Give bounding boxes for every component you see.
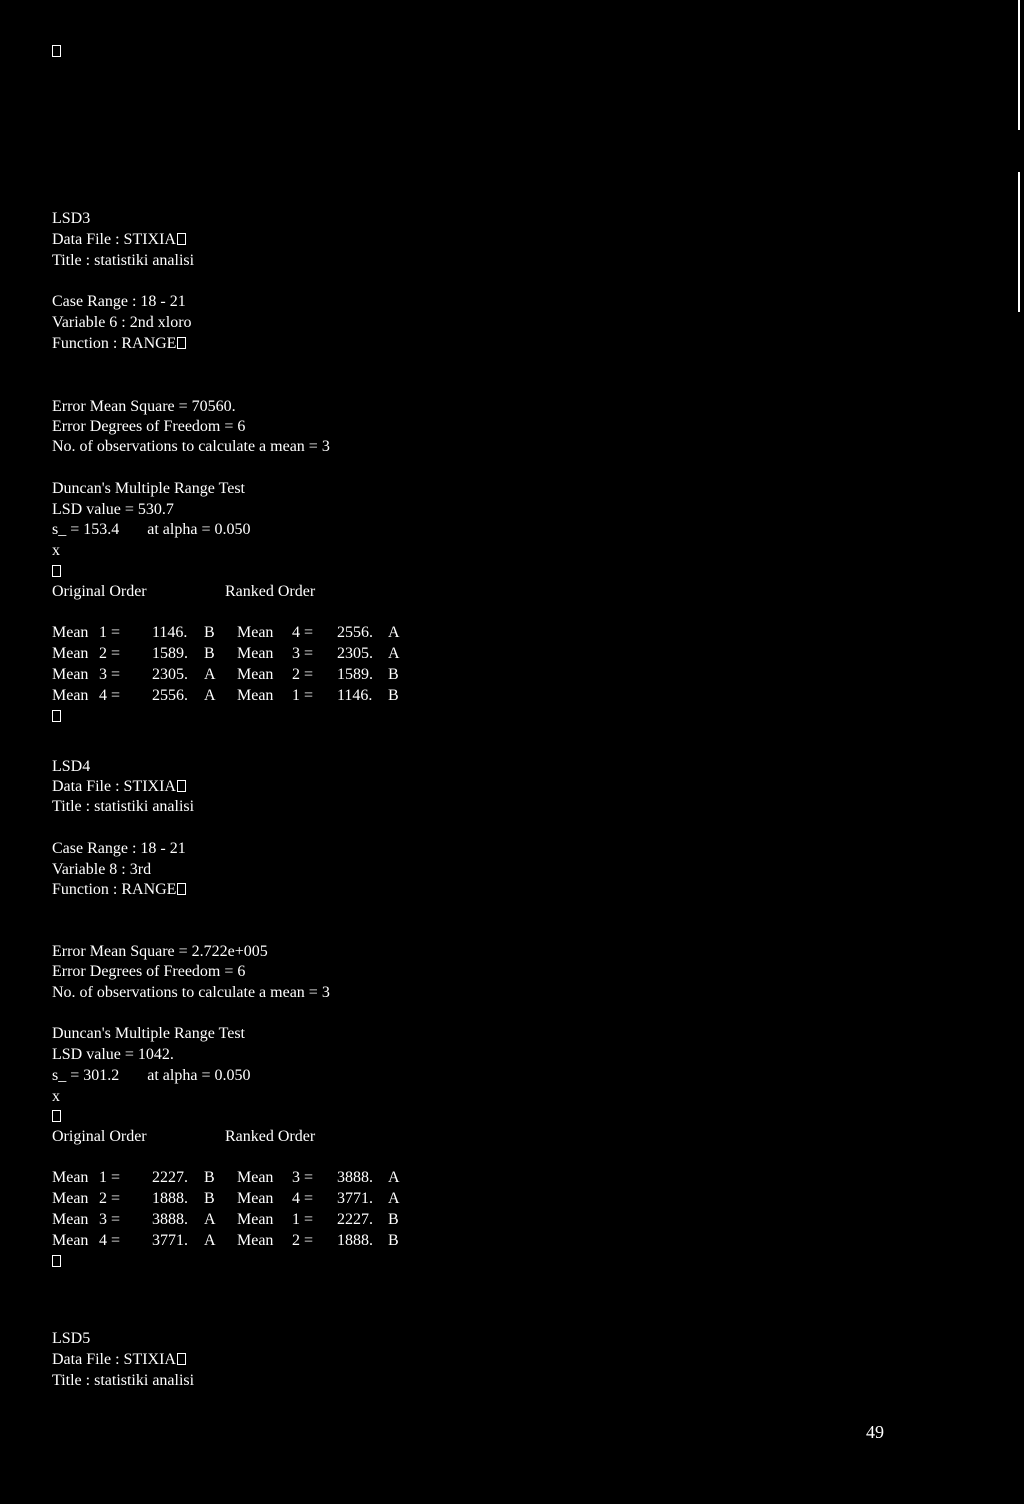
observations-count: No. of observations to calculate a mean = 3 <box>52 438 330 455</box>
section-heading: LSD4 <box>52 758 91 775</box>
ranked-order-header: Ranked Order <box>225 1128 316 1145</box>
placeholder-box-icon <box>52 565 61 577</box>
right-margin-rule-bottom <box>1018 172 1020 312</box>
test-name: Duncan's Multiple Range Test <box>52 1025 245 1042</box>
x-line: x <box>52 542 60 559</box>
x-line: x <box>52 1088 60 1105</box>
table-row: Mean 2 = 1589. B Mean 3 = 2305. A <box>52 645 400 662</box>
column-headers <box>52 1127 472 1147</box>
test-name: Duncan's Multiple Range Test <box>52 480 245 497</box>
title-line: Title : statistiki analisi <box>52 1372 195 1389</box>
error-degrees-of-freedom: Error Degrees of Freedom = 6 <box>52 963 246 980</box>
table-row: Mean 2 = 1888. B Mean 4 = 3771. A <box>52 1190 400 1207</box>
title-line: Title : statistiki analisi <box>52 798 195 815</box>
placeholder-box-icon <box>52 710 61 722</box>
placeholder-box-icon <box>52 1110 61 1122</box>
placeholder-box-icon <box>177 780 186 792</box>
table-row: Mean 4 = 3771. A Mean 2 = 1888. B <box>52 1232 399 1249</box>
column-headers <box>52 582 472 602</box>
placeholder-box-icon <box>52 45 61 57</box>
function-line: Function : RANGE <box>52 334 186 354</box>
table-row: Mean 4 = 2556. A Mean 1 = 1146. B <box>52 687 399 704</box>
observations-count: No. of observations to calculate a mean = 3 <box>52 984 330 1001</box>
standard-error-line: s_ = 301.2 at alpha = 0.050 <box>52 1067 251 1084</box>
error-mean-square: Error Mean Square = 2.722e+005 <box>52 943 268 960</box>
table-row: Mean 3 = 2305. A Mean 2 = 1589. B <box>52 666 399 683</box>
original-order-header: Original Order <box>52 583 147 600</box>
case-range-line: Case Range : 18 - 21 <box>52 840 186 857</box>
variable-line: Variable 6 : 2nd xloro <box>52 314 192 331</box>
section-heading: LSD5 <box>52 1330 91 1347</box>
right-margin-rule-top <box>1018 0 1020 130</box>
top-marker <box>52 42 61 62</box>
separator-marker <box>52 1107 61 1127</box>
lsd-value: LSD value = 1042. <box>52 1046 174 1063</box>
placeholder-box-icon <box>177 233 186 245</box>
data-file-line: Data File : STIXIA <box>52 777 186 797</box>
table-row: Mean 3 = 3888. A Mean 1 = 2227. B <box>52 1211 399 1228</box>
data-file-line: Data File : STIXIA <box>52 230 186 250</box>
placeholder-box-icon <box>177 337 186 349</box>
placeholder-box-icon <box>177 883 186 895</box>
variable-line: Variable 8 : 3rd <box>52 861 152 878</box>
case-range-line: Case Range : 18 - 21 <box>52 293 186 310</box>
page-number: 49 <box>866 1422 884 1442</box>
lsd-value: LSD value = 530.7 <box>52 501 174 518</box>
title-line: Title : statistiki analisi <box>52 252 195 269</box>
error-mean-square: Error Mean Square = 70560. <box>52 398 236 415</box>
separator-marker <box>52 562 61 582</box>
table-row: Mean 1 = 1146. B Mean 4 = 2556. A <box>52 624 400 641</box>
separator-marker <box>52 707 61 727</box>
data-file-line: Data File : STIXIA <box>52 1350 186 1370</box>
placeholder-box-icon <box>177 1353 186 1365</box>
standard-error-line: s_ = 153.4 at alpha = 0.050 <box>52 521 251 538</box>
section-heading: LSD3 <box>52 210 91 227</box>
error-degrees-of-freedom: Error Degrees of Freedom = 6 <box>52 418 246 435</box>
ranked-order-header: Ranked Order <box>225 583 316 600</box>
original-order-header: Original Order <box>52 1128 147 1145</box>
table-row: Mean 1 = 2227. B Mean 3 = 3888. A <box>52 1169 400 1186</box>
function-line: Function : RANGE <box>52 880 186 900</box>
placeholder-box-icon <box>52 1255 61 1267</box>
separator-marker <box>52 1252 61 1272</box>
